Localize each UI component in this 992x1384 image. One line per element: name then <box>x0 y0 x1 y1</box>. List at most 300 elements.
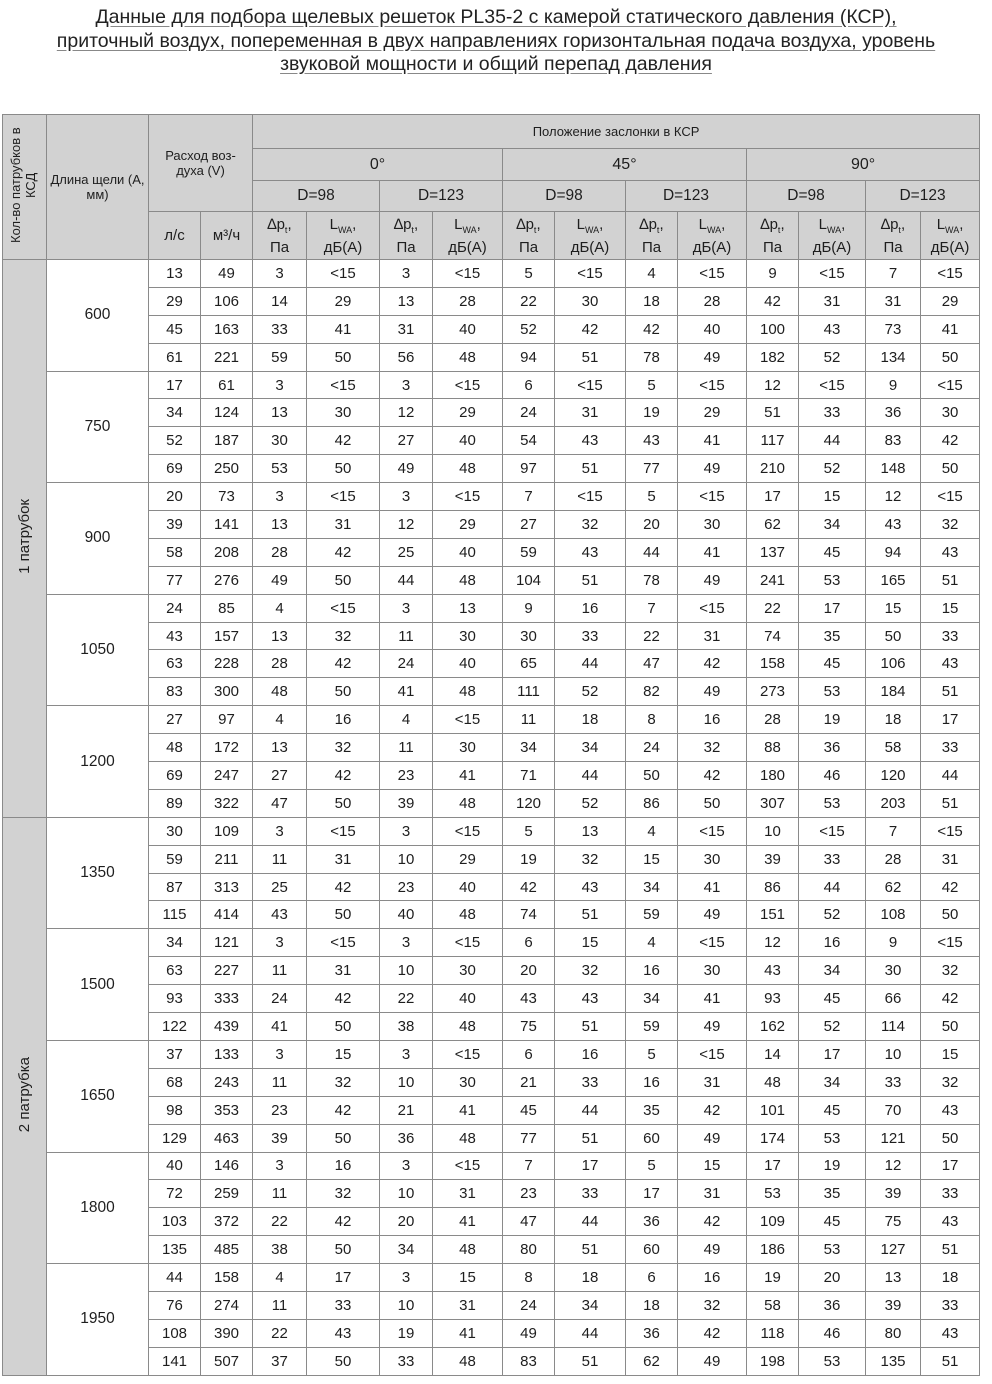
value-cell: 43 <box>626 427 678 455</box>
value-cell: 3 <box>253 1152 307 1180</box>
table-row <box>3 817 980 845</box>
value-cell: 108 <box>149 1319 201 1347</box>
value-cell: 23 <box>380 762 433 790</box>
value-cell: 53 <box>799 789 866 817</box>
value-cell: 49 <box>678 343 747 371</box>
value-cell: 48 <box>433 1236 503 1264</box>
value-cell: 210 <box>747 455 799 483</box>
value-cell: 50 <box>921 455 980 483</box>
value-cell: 48 <box>433 1124 503 1152</box>
value-cell: 43 <box>503 985 555 1013</box>
value-cell: 30 <box>433 1068 503 1096</box>
value-cell: 34 <box>149 929 201 957</box>
value-cell: 42 <box>921 985 980 1013</box>
header-pressure-drop-symbol: ∆p <box>880 215 899 233</box>
value-cell: <15 <box>433 483 503 511</box>
value-cell: 30 <box>555 287 626 315</box>
value-cell: 43 <box>921 1208 980 1236</box>
value-cell: 10 <box>380 845 433 873</box>
value-cell: 41 <box>678 427 747 455</box>
group-cell <box>3 817 47 1375</box>
value-cell: 485 <box>201 1236 253 1264</box>
value-cell: 34 <box>380 1236 433 1264</box>
value-cell: 47 <box>626 650 678 678</box>
value-cell: 23 <box>380 873 433 901</box>
value-cell: 97 <box>503 455 555 483</box>
value-cell: 25 <box>253 873 307 901</box>
value-cell: 300 <box>201 678 253 706</box>
value-cell: 13 <box>253 399 307 427</box>
value-cell: 4 <box>380 706 433 734</box>
header-sound-power-subscript: WA <box>338 224 353 235</box>
value-cell: 52 <box>503 315 555 343</box>
value-cell: 19 <box>799 706 866 734</box>
value-cell: 18 <box>626 287 678 315</box>
table-row <box>3 929 980 957</box>
value-cell: 228 <box>201 650 253 678</box>
value-cell: 134 <box>866 343 921 371</box>
header-sound-power: $L_{WA}$, дБ(А) <box>433 212 503 260</box>
value-cell: 33 <box>555 1180 626 1208</box>
value-cell: 124 <box>201 399 253 427</box>
value-cell: 32 <box>921 1068 980 1096</box>
value-cell: 34 <box>555 1291 626 1319</box>
value-cell: 507 <box>201 1347 253 1375</box>
header-pressure-drop-unit: Па <box>641 238 662 256</box>
value-cell: 22 <box>626 622 678 650</box>
value-cell: 50 <box>307 678 380 706</box>
value-cell: 35 <box>626 1096 678 1124</box>
value-cell: 100 <box>747 315 799 343</box>
value-cell: 3 <box>253 260 307 288</box>
table-row <box>3 957 980 985</box>
value-cell: 13 <box>555 817 626 845</box>
value-cell: 43 <box>921 1319 980 1347</box>
value-cell: 30 <box>307 399 380 427</box>
value-cell: 49 <box>678 455 747 483</box>
header-pressure-drop-subscript: t <box>411 224 414 235</box>
value-cell: 40 <box>433 873 503 901</box>
value-cell: 93 <box>747 985 799 1013</box>
value-cell: 52 <box>799 901 866 929</box>
value-cell: 42 <box>307 985 380 1013</box>
value-cell: 39 <box>866 1180 921 1208</box>
value-cell: 34 <box>799 511 866 539</box>
header-pressure-drop: $\Delta p_t$, Па <box>747 212 799 260</box>
value-cell: 313 <box>201 873 253 901</box>
value-cell: 42 <box>307 762 380 790</box>
table-row <box>3 511 980 539</box>
value-cell: 3 <box>380 1152 433 1180</box>
value-cell: 51 <box>555 1347 626 1375</box>
value-cell: 4 <box>253 1264 307 1292</box>
value-cell: 186 <box>747 1236 799 1264</box>
value-cell: 40 <box>678 315 747 343</box>
value-cell: 120 <box>503 789 555 817</box>
value-cell: 28 <box>253 650 307 678</box>
value-cell: 63 <box>149 650 201 678</box>
value-cell: 32 <box>307 1068 380 1096</box>
value-cell: 129 <box>149 1124 201 1152</box>
value-cell: 172 <box>201 734 253 762</box>
value-cell: 29 <box>433 399 503 427</box>
value-cell: 41 <box>678 538 747 566</box>
table-row <box>3 343 980 371</box>
slot-length-cell: 1200 <box>47 706 149 818</box>
value-cell: 43 <box>921 1096 980 1124</box>
value-cell: 31 <box>921 845 980 873</box>
table-row <box>3 260 980 288</box>
value-cell: 30 <box>433 957 503 985</box>
value-cell: 43 <box>555 538 626 566</box>
header-diameter-cell <box>503 181 626 212</box>
value-cell: <15 <box>921 260 980 288</box>
header-angle-0 <box>253 149 503 181</box>
value-cell: 3 <box>380 260 433 288</box>
value-cell: 97 <box>201 706 253 734</box>
value-cell: 82 <box>626 678 678 706</box>
value-cell: 60 <box>626 1124 678 1152</box>
value-cell: 12 <box>747 371 799 399</box>
value-cell: 87 <box>149 873 201 901</box>
value-cell: 12 <box>866 1152 921 1180</box>
header-pressure-drop-subscript: t <box>284 224 288 235</box>
value-cell: 11 <box>253 1291 307 1319</box>
value-cell: 50 <box>307 901 380 929</box>
value-cell: 45 <box>799 985 866 1013</box>
value-cell: 48 <box>433 455 503 483</box>
value-cell: 3 <box>380 594 433 622</box>
value-cell: 89 <box>149 789 201 817</box>
value-cell: 29 <box>433 511 503 539</box>
header-pressure-drop: $\Delta p_t$, Па <box>866 212 921 260</box>
value-cell: 17 <box>626 1180 678 1208</box>
value-cell: 43 <box>253 901 307 929</box>
value-cell: 22 <box>380 985 433 1013</box>
value-cell: 80 <box>866 1319 921 1347</box>
value-cell: 51 <box>555 455 626 483</box>
value-cell: 9 <box>503 594 555 622</box>
value-cell: 32 <box>921 957 980 985</box>
value-cell: 307 <box>747 789 799 817</box>
value-cell: 30 <box>253 427 307 455</box>
diameter-label: D=98 <box>787 187 825 204</box>
slot-length-cell: 1800 <box>47 1152 149 1264</box>
value-cell: 19 <box>799 1152 866 1180</box>
value-cell: 50 <box>307 789 380 817</box>
header-sound-power-subscript: WA <box>945 224 960 235</box>
value-cell: 77 <box>503 1124 555 1152</box>
value-cell: 157 <box>201 622 253 650</box>
value-cell: 42 <box>307 873 380 901</box>
table-row <box>3 315 980 343</box>
value-cell: 28 <box>747 706 799 734</box>
header-sound-power-symbol: L <box>698 215 707 233</box>
value-cell: 37 <box>149 1040 201 1068</box>
value-cell: 117 <box>747 427 799 455</box>
table-row <box>3 287 980 315</box>
value-cell: 32 <box>678 1291 747 1319</box>
value-cell: 36 <box>380 1124 433 1152</box>
value-cell: 58 <box>866 734 921 762</box>
value-cell: 241 <box>747 566 799 594</box>
table-row <box>3 455 980 483</box>
header-pressure-drop-subscript: t <box>656 224 660 235</box>
value-cell: 13 <box>380 287 433 315</box>
value-cell: 6 <box>503 371 555 399</box>
value-cell: 44 <box>555 1208 626 1236</box>
header-diameter-cell <box>866 181 980 212</box>
value-cell: 69 <box>149 762 201 790</box>
table-row <box>3 538 980 566</box>
value-cell: 8 <box>626 706 678 734</box>
table-body <box>3 260 980 1376</box>
value-cell: 13 <box>253 622 307 650</box>
value-cell: 74 <box>747 622 799 650</box>
value-cell: 17 <box>555 1152 626 1180</box>
value-cell: 12 <box>866 483 921 511</box>
value-cell: 12 <box>380 511 433 539</box>
document-title <box>0 6 992 77</box>
value-cell: 353 <box>201 1096 253 1124</box>
value-cell: 33 <box>380 1347 433 1375</box>
value-cell: 18 <box>555 1264 626 1292</box>
value-cell: <15 <box>307 371 380 399</box>
value-cell: 135 <box>149 1236 201 1264</box>
value-cell: 40 <box>149 1152 201 1180</box>
value-cell: 65 <box>503 650 555 678</box>
header-count-cell <box>3 115 47 260</box>
header-diameter-cell <box>380 181 503 212</box>
value-cell: 20 <box>380 1208 433 1236</box>
value-cell: <15 <box>921 483 980 511</box>
value-cell: 43 <box>555 985 626 1013</box>
value-cell: 66 <box>866 985 921 1013</box>
value-cell: 20 <box>626 511 678 539</box>
value-cell: 15 <box>866 594 921 622</box>
value-cell: 333 <box>201 985 253 1013</box>
slot-length-cell: 1050 <box>47 594 149 706</box>
value-cell: 53 <box>253 455 307 483</box>
value-cell: 42 <box>307 1096 380 1124</box>
value-cell: 44 <box>799 427 866 455</box>
value-cell: 23 <box>503 1180 555 1208</box>
value-cell: 62 <box>747 511 799 539</box>
value-cell: 34 <box>799 1068 866 1096</box>
value-cell: 3 <box>380 483 433 511</box>
value-cell: 6 <box>503 1040 555 1068</box>
header-damper-cell <box>253 115 980 149</box>
value-cell: 45 <box>799 1096 866 1124</box>
header-sound-power: $L_{WA}$, дБ(А) <box>678 212 747 260</box>
value-cell: 115 <box>149 901 201 929</box>
header-pressure-drop-unit: Па <box>518 238 539 256</box>
value-cell: 51 <box>555 901 626 929</box>
value-cell: 16 <box>307 706 380 734</box>
value-cell: 463 <box>201 1124 253 1152</box>
table-row <box>3 789 980 817</box>
value-cell: 51 <box>555 1013 626 1041</box>
value-cell: 80 <box>503 1236 555 1264</box>
value-cell: 184 <box>866 678 921 706</box>
value-cell: 114 <box>866 1013 921 1041</box>
value-cell: <15 <box>678 929 747 957</box>
title-line-2: приточный воздух, попеременная в двух направлениях горизонтальная подача воздуха, уровень <box>56 29 936 52</box>
value-cell: 41 <box>433 1319 503 1347</box>
value-cell: 14 <box>747 1040 799 1068</box>
angle-45-label: 45° <box>612 155 637 173</box>
value-cell: 3 <box>253 1040 307 1068</box>
value-cell: 148 <box>866 455 921 483</box>
value-cell: 16 <box>678 706 747 734</box>
value-cell: 31 <box>433 1291 503 1319</box>
value-cell: 274 <box>201 1291 253 1319</box>
value-cell: 41 <box>921 315 980 343</box>
slot-length-cell: 900 <box>47 483 149 595</box>
value-cell: 18 <box>921 1264 980 1292</box>
value-cell: 162 <box>747 1013 799 1041</box>
table-row <box>3 1040 980 1068</box>
value-cell: 94 <box>503 343 555 371</box>
value-cell: <15 <box>678 260 747 288</box>
value-cell: 30 <box>678 957 747 985</box>
value-cell: 3 <box>380 1264 433 1292</box>
value-cell: 70 <box>866 1096 921 1124</box>
value-cell: 24 <box>503 1291 555 1319</box>
value-cell: 11 <box>380 622 433 650</box>
slot-length-cell: 1350 <box>47 817 149 929</box>
value-cell: 13 <box>253 734 307 762</box>
value-cell: 43 <box>555 427 626 455</box>
value-cell: 42 <box>626 315 678 343</box>
value-cell: 33 <box>921 1291 980 1319</box>
value-cell: 24 <box>253 985 307 1013</box>
value-cell: 8 <box>503 1264 555 1292</box>
value-cell: 59 <box>253 343 307 371</box>
value-cell: 36 <box>626 1208 678 1236</box>
value-cell: 17 <box>149 371 201 399</box>
header-sound-power: $L_{WA}$, дБ(А) <box>799 212 866 260</box>
value-cell: 12 <box>747 929 799 957</box>
value-cell: 42 <box>921 427 980 455</box>
value-cell: 158 <box>747 650 799 678</box>
value-cell: 46 <box>799 1319 866 1347</box>
header-pressure-drop: $\Delta p_t$, Па <box>253 212 307 260</box>
value-cell: <15 <box>433 371 503 399</box>
header-angle-90 <box>747 149 980 181</box>
header-sound-power-symbol: L <box>454 215 463 233</box>
value-cell: 43 <box>555 873 626 901</box>
value-cell: 31 <box>307 845 380 873</box>
value-cell: <15 <box>555 483 626 511</box>
value-cell: 106 <box>866 650 921 678</box>
value-cell: 103 <box>149 1208 201 1236</box>
value-cell: 51 <box>921 789 980 817</box>
value-cell: 33 <box>921 1180 980 1208</box>
header-damper-label: Положение заслонки в КСР <box>532 123 700 139</box>
value-cell: 33 <box>307 1291 380 1319</box>
value-cell: 32 <box>555 845 626 873</box>
value-cell: 11 <box>253 845 307 873</box>
value-cell: <15 <box>678 1040 747 1068</box>
value-cell: 42 <box>555 315 626 343</box>
value-cell: <15 <box>307 817 380 845</box>
value-cell: 51 <box>555 1236 626 1264</box>
value-cell: 45 <box>503 1096 555 1124</box>
value-cell: 14 <box>253 287 307 315</box>
header-pressure-drop: $\Delta p_t$, Па <box>380 212 433 260</box>
header-pressure-drop-symbol: ∆p <box>267 215 285 233</box>
value-cell: 13 <box>149 260 201 288</box>
value-cell: 10 <box>380 1291 433 1319</box>
value-cell: 51 <box>747 399 799 427</box>
value-cell: 46 <box>799 762 866 790</box>
value-cell: 7 <box>503 1152 555 1180</box>
value-cell: 29 <box>149 287 201 315</box>
value-cell: 38 <box>253 1236 307 1264</box>
value-cell: 247 <box>201 762 253 790</box>
table-row <box>3 1347 980 1375</box>
value-cell: 31 <box>307 957 380 985</box>
value-cell: 15 <box>555 929 626 957</box>
diameter-label: D=98 <box>545 187 583 204</box>
group-label: 2 патрубка <box>16 1056 33 1132</box>
value-cell: 37 <box>253 1347 307 1375</box>
value-cell: 121 <box>866 1124 921 1152</box>
header-sound-power-unit: дБ(А) <box>812 238 852 256</box>
value-cell: 11 <box>253 1068 307 1096</box>
table-row <box>3 845 980 873</box>
header-sound-power-symbol: L <box>936 215 946 233</box>
value-cell: 45 <box>149 315 201 343</box>
value-cell: 49 <box>678 1013 747 1041</box>
value-cell: 19 <box>380 1319 433 1347</box>
value-cell: 3 <box>380 1040 433 1068</box>
value-cell: 259 <box>201 1180 253 1208</box>
value-cell: 77 <box>149 566 201 594</box>
value-cell: 10 <box>380 1068 433 1096</box>
value-cell: 48 <box>253 678 307 706</box>
value-cell: 62 <box>626 1347 678 1375</box>
value-cell: 44 <box>555 1319 626 1347</box>
value-cell: 33 <box>921 734 980 762</box>
value-cell: 13 <box>866 1264 921 1292</box>
table-row <box>3 371 980 399</box>
value-cell: 30 <box>433 622 503 650</box>
value-cell: 250 <box>201 455 253 483</box>
value-cell: <15 <box>799 371 866 399</box>
value-cell: 44 <box>555 1096 626 1124</box>
slot-length-cell: 1650 <box>47 1040 149 1152</box>
value-cell: 48 <box>433 789 503 817</box>
value-cell: 120 <box>866 762 921 790</box>
value-cell: 30 <box>866 957 921 985</box>
diameter-label: D=123 <box>417 187 465 204</box>
value-cell: <15 <box>307 594 380 622</box>
value-cell: 11 <box>503 706 555 734</box>
value-cell: 42 <box>678 1208 747 1236</box>
value-cell: 20 <box>149 483 201 511</box>
value-cell: <15 <box>433 706 503 734</box>
header-count-label: Кол-во патрубков в КСД <box>7 127 38 243</box>
value-cell: <15 <box>555 371 626 399</box>
value-cell: 40 <box>380 901 433 929</box>
header-sound-power-subscript: WA <box>707 224 722 235</box>
angle-0-label: 0° <box>369 155 386 173</box>
value-cell: 109 <box>747 1208 799 1236</box>
value-cell: 44 <box>626 538 678 566</box>
value-cell: 83 <box>503 1347 555 1375</box>
